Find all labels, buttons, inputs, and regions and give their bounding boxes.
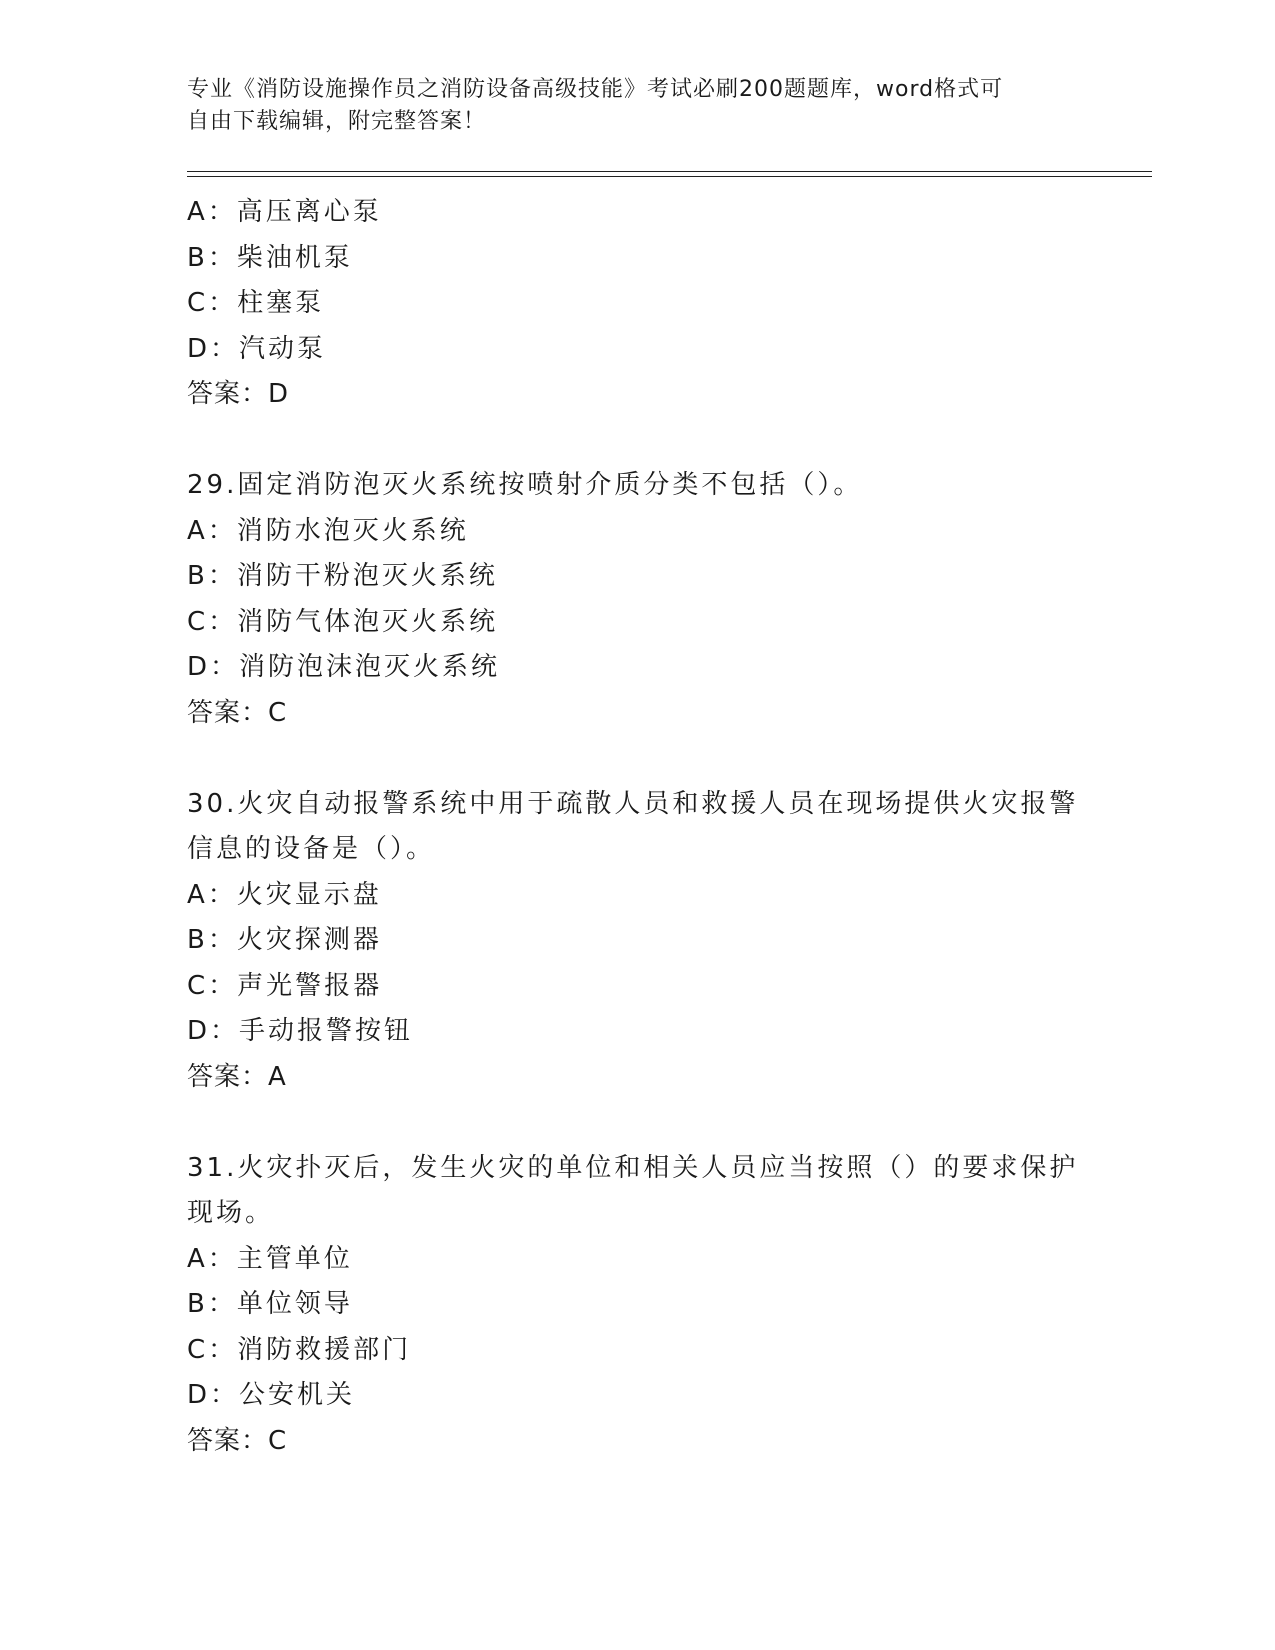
option-d: D：消防泡沫泡灭火系统 [187, 652, 501, 682]
option-b: B：火灾探测器 [187, 925, 382, 955]
answer-line: 答案：C [187, 697, 288, 728]
question-block-28 [187, 190, 1087, 418]
option-a: A：高压离心泵 [187, 197, 382, 227]
option-c: C：声光警报器 [187, 970, 383, 1001]
question-stem: 31.火灾扑灭后，发生火灾的单位和相关人员应当按照（）的要求保护 [187, 1152, 1079, 1183]
document-header [187, 74, 1067, 138]
answer-line: 答案：D [187, 379, 290, 409]
option-c: C：消防气体泡灭火系统 [187, 606, 499, 637]
header-line-2: 自由下载编辑，附完整答案！ [187, 109, 487, 134]
question-stem-continued: 信息的设备是（）。 [187, 834, 436, 864]
option-b: B：消防干粉泡灭火系统 [187, 561, 498, 591]
option-a: A：火灾显示盘 [187, 879, 382, 910]
answer-line: 答案：A [187, 1061, 287, 1092]
option-a: A：主管单位 [187, 1243, 353, 1274]
option-c: C：消防救援部门 [187, 1334, 412, 1365]
option-a: A：消防水泡灭火系统 [187, 515, 469, 546]
header-line-1: 专业《消防设施操作员之消防设备高级技能》考试必刷200题题库，word格式可 [187, 77, 1004, 102]
question-stem: 30.火灾自动报警系统中用于疏散人员和救援人员在现场提供火灾报警 [187, 788, 1079, 819]
header-rule-top [187, 171, 1152, 172]
option-c: C：柱塞泵 [187, 288, 325, 318]
option-d: D：汽动泵 [187, 333, 327, 364]
answer-line: 答案：C [187, 1425, 288, 1456]
option-b: B：单位领导 [187, 1289, 353, 1319]
option-d: D：公安机关 [187, 1380, 356, 1410]
question-block-29 [187, 463, 1087, 736]
question-stem-continued: 现场。 [187, 1198, 275, 1228]
spacer [187, 1100, 1087, 1146]
spacer [187, 418, 1087, 464]
option-d: D：手动报警按钮 [187, 1016, 414, 1046]
question-block-30 [187, 782, 1087, 1101]
question-list [187, 190, 1087, 1464]
question-block-31 [187, 1146, 1087, 1465]
question-stem: 29.固定消防泡灭火系统按喷射介质分类不包括（）。 [187, 470, 863, 500]
header-rule-bottom [187, 176, 1152, 177]
option-b: B：柴油机泵 [187, 242, 353, 273]
spacer [187, 736, 1087, 782]
